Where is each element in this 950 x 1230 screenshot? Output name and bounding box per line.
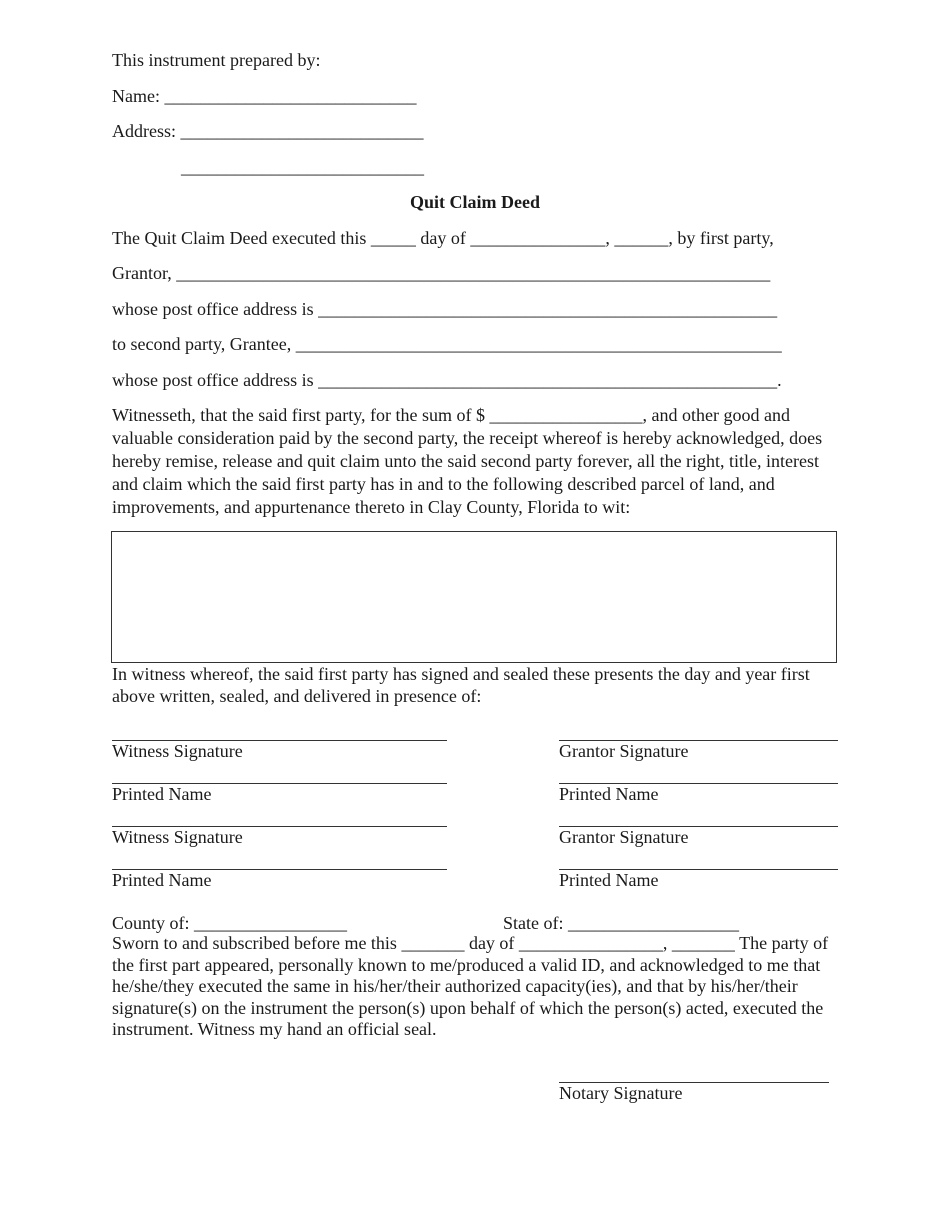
notary-signature-label: Notary Signature — [559, 1083, 683, 1103]
notary-acknowledgment-paragraph: Sworn to and subscribed before me this _______ day of ________________, _______ The party of the first part appeared, personally known to me/produced a valid ID, and acknowledged to me that he/she/they executed the same in his/her/their authorized capacity(ies), and that by his/her/their signature(s) on the instrument the person(s) upon behalf of which the person(s) acted, executed the instrument. Witness my hand an official seal. — [112, 933, 829, 1039]
preparer-address-line-2[interactable]: ___________________________ — [181, 157, 424, 177]
grantor-printed-name-label-2: Printed Name — [559, 870, 659, 890]
grantor-address-field[interactable]: whose post office address is ___________________________________________________ — [112, 299, 778, 319]
witness-printed-name-label-2: Printed Name — [112, 870, 212, 890]
witnesseth-paragraph: Witnesseth, that the said first party, for the sum of $ _________________, and other good and valuable consideration paid by the second party, the receipt whereof is hereby acknowledged, does hereby remise, release and quit claim unto the said second party forever, all the right, title, interest and claim which the said first party has in and to the following described parcel of land, and improvements, and appurtenance thereto in Clay County, Florida to wit: — [112, 405, 823, 517]
prepared-by-heading: This instrument prepared by: — [112, 50, 321, 70]
grantor-printed-name-label-1: Printed Name — [559, 784, 659, 804]
county-field[interactable]: County of: _________________ — [112, 913, 348, 933]
grantor-signature-label-1: Grantor Signature — [559, 741, 689, 761]
document-title: Quit Claim Deed — [410, 192, 540, 212]
grantor-field[interactable]: Grantor, __________________________________________________________________ — [112, 263, 771, 283]
preparer-address-field[interactable]: Address: ___________________________ — [112, 121, 424, 141]
execution-date-line[interactable]: The Quit Claim Deed executed this _____ day of _______________, ______, by first party, — [112, 228, 774, 248]
witness-signature-label-1: Witness Signature — [112, 741, 243, 761]
grantee-address-field[interactable]: whose post office address is ___________________________________________________. — [112, 370, 782, 390]
state-field[interactable]: State of: ___________________ — [503, 913, 739, 933]
in-witness-paragraph: In witness whereof, the said first party has signed and sealed these presents the day and year first above written, sealed, and delivered in presence of: — [112, 664, 810, 706]
preparer-name-field[interactable]: Name: ____________________________ — [112, 86, 417, 106]
grantor-signature-label-2: Grantor Signature — [559, 827, 689, 847]
legal-description-box[interactable] — [111, 531, 837, 663]
witness-signature-label-2: Witness Signature — [112, 827, 243, 847]
witness-printed-name-label-1: Printed Name — [112, 784, 212, 804]
grantee-field[interactable]: to second party, Grantee, ______________________________________________________ — [112, 334, 782, 354]
